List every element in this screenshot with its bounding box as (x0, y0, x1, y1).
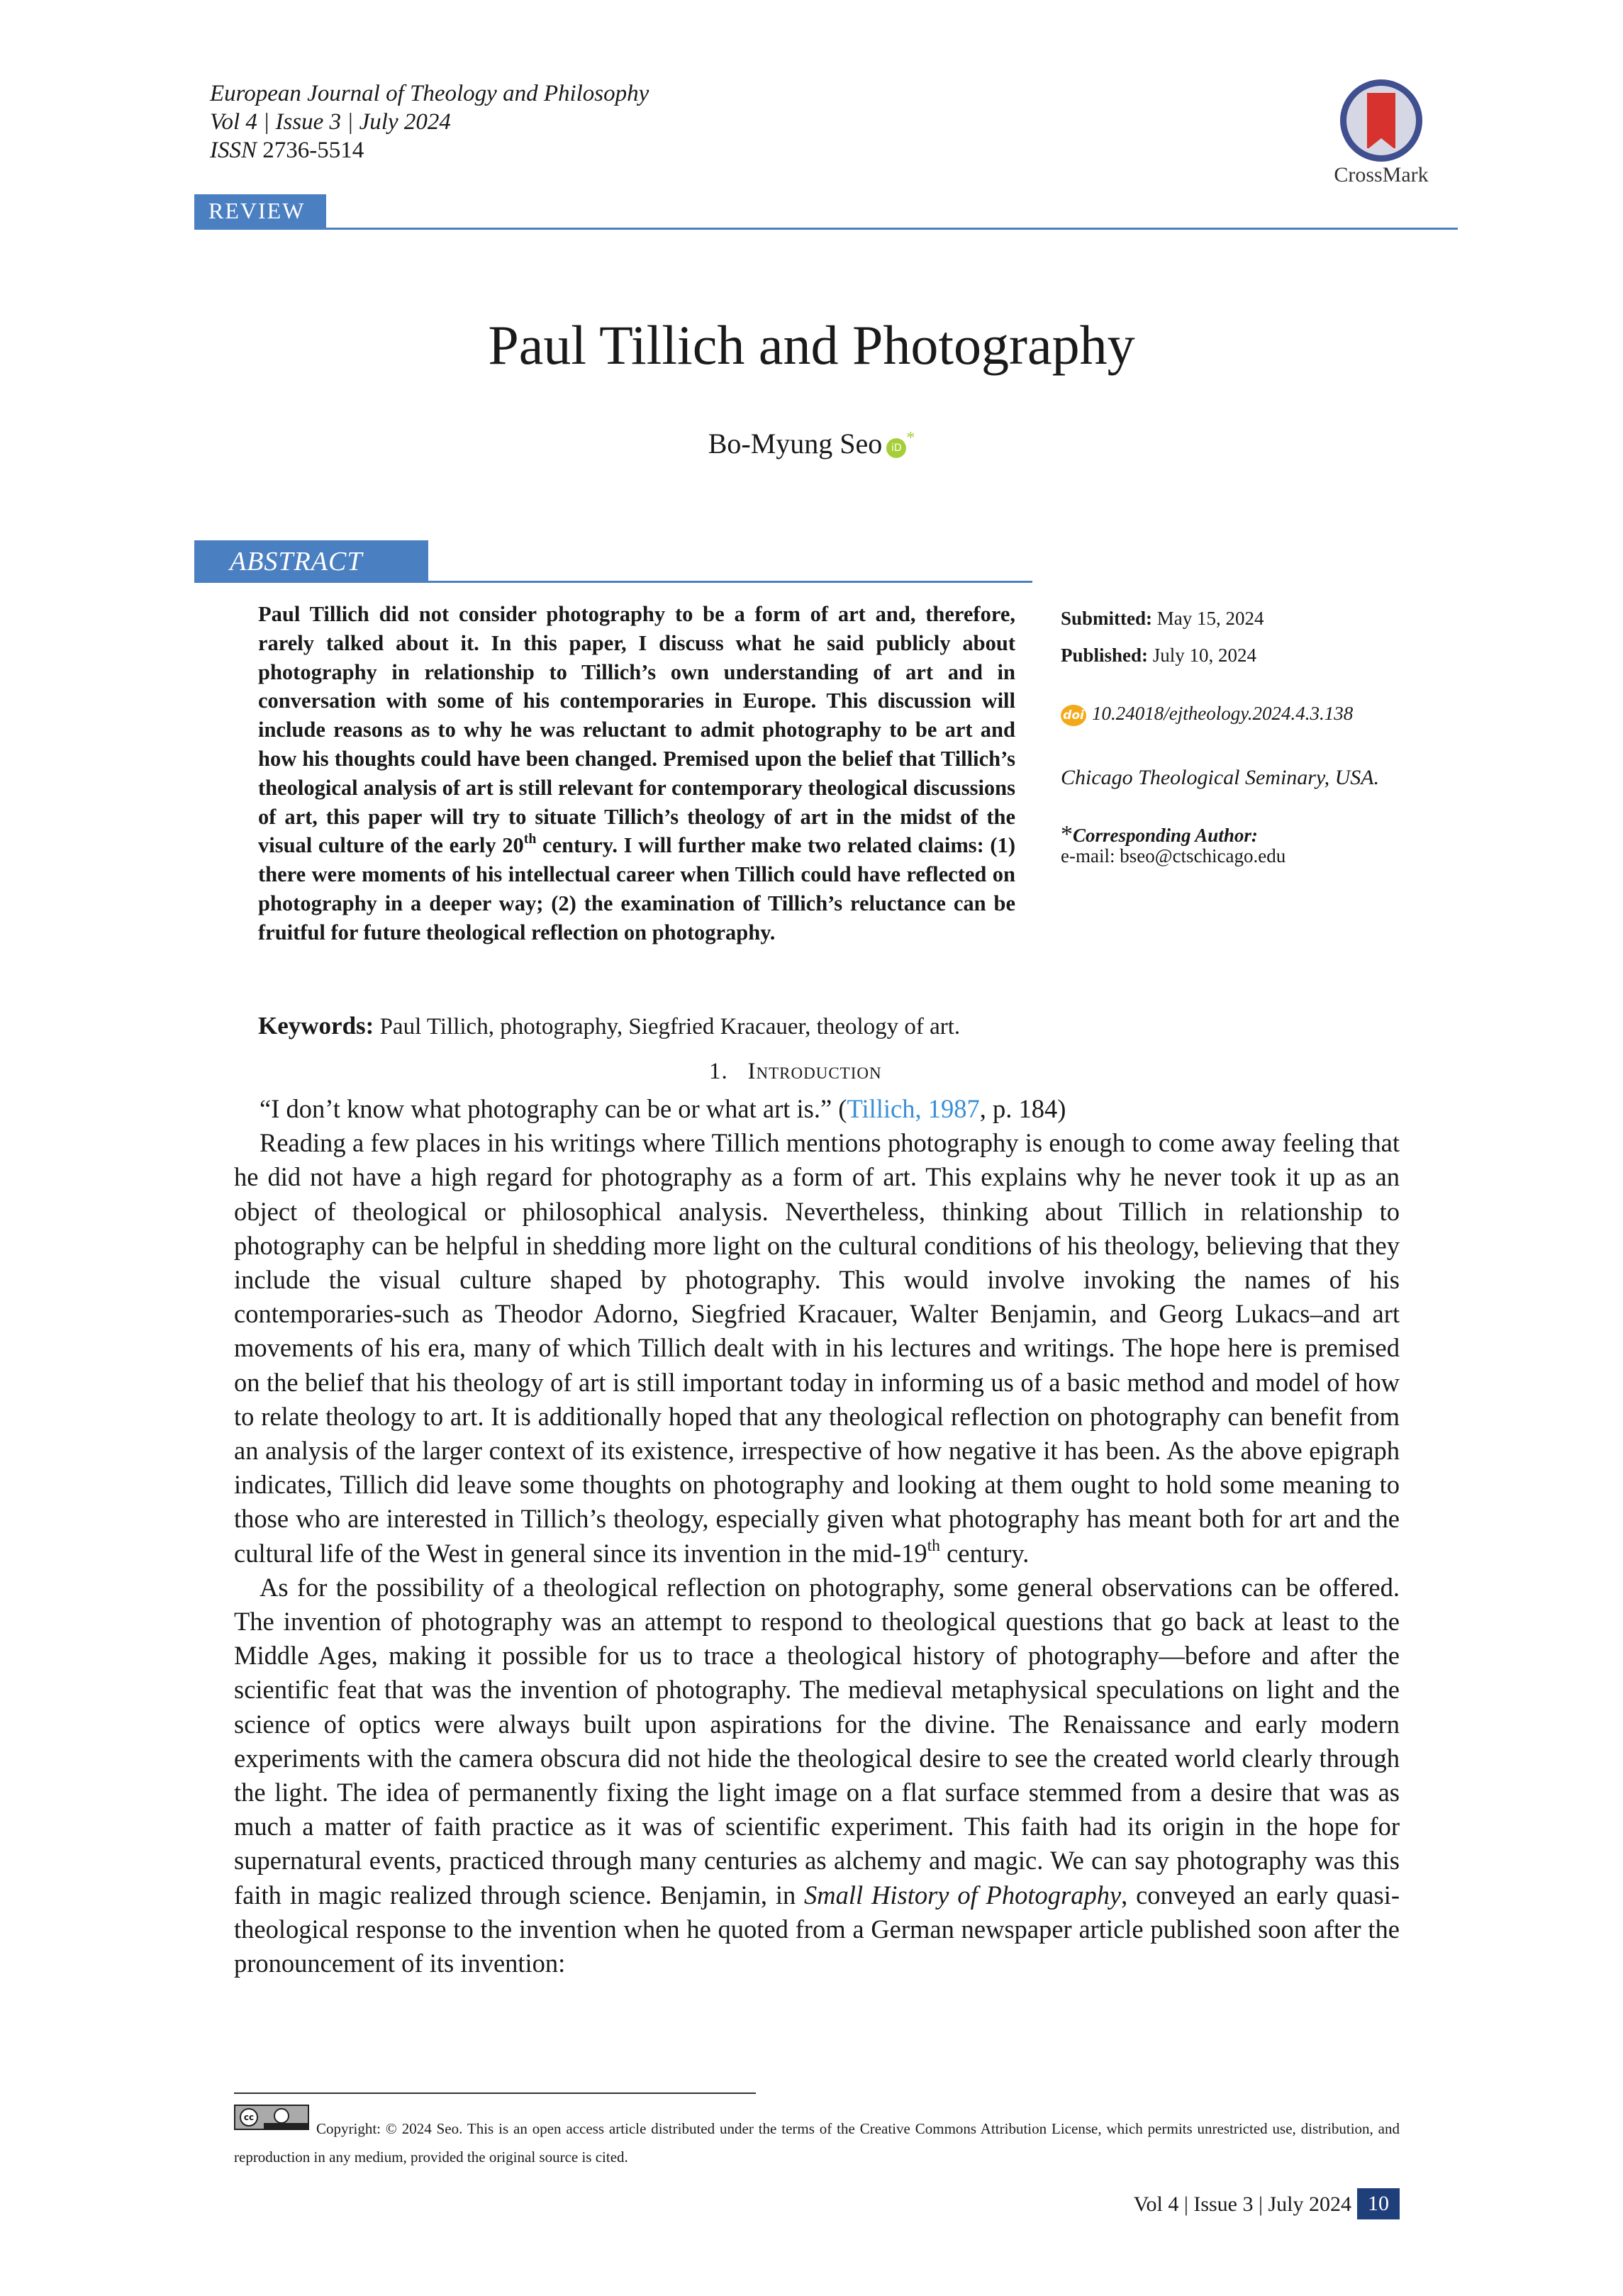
corresponding-marker: * (906, 429, 915, 447)
journal-issue-line: Vol 4 | Issue 3 | July 2024 (210, 109, 451, 135)
paper-title: Paul Tillich and Photography (488, 314, 1135, 376)
crossmark-badge[interactable] (1324, 79, 1438, 193)
corresponding-author (1061, 823, 1429, 868)
paragraph-1-part-2: century. (940, 1538, 1030, 1568)
cc-icon: cc (240, 2108, 258, 2127)
abstract-text-part-2: century. I will further make two related claims: (1) there were moments of his intellectual career when Tillich could have reflected on photography in a deeper way; (2) the examination of Tillich’s reluctance can be fruitful for future theological reflection on photography. (258, 833, 1016, 944)
author-name: Bo-Myung Seo (708, 428, 883, 459)
paragraph-2-italic-title: Small History of Photography (804, 1880, 1122, 1910)
journal-header (210, 79, 649, 165)
affiliation: Chicago Theological Seminary, USA. (1061, 766, 1380, 789)
section-heading (0, 1057, 1623, 1086)
issn-value: 2736-5514 (262, 138, 364, 163)
doi-icon: doi (1061, 705, 1086, 726)
submitted-value: May 15, 2024 (1156, 608, 1264, 629)
abstract-superscript: th (523, 831, 537, 847)
issn-label: ISSN (210, 138, 257, 163)
submitted-label: Submitted: (1061, 608, 1153, 629)
doi-link[interactable]: 10.24018/ejtheology.2024.4.3.138 (1092, 703, 1354, 724)
article-type-tag: REVIEW (194, 194, 326, 228)
epigraph-quote: “I don’t know what photography can be or what art is.” ( (260, 1094, 847, 1123)
crossmark-ribbon-notch (1367, 138, 1395, 150)
footnote-divider (234, 2092, 756, 2094)
published-date (1061, 644, 1429, 667)
keywords (258, 1011, 1038, 1042)
paragraph-1-superscript: th (927, 1537, 941, 1556)
orcid-icon[interactable]: iD (886, 438, 906, 458)
crossmark-label: CrossMark (1334, 163, 1429, 186)
paragraph-1-part-1: Reading a few places in his writings where Tillich mentions photography is enough to come away feeling that he did not have a high regard for photography as a form of art. This explains why he never took it up as an object of theological or philosophical analysis. Nevertheless, thinking about Tillich in relationship to photography can be helpful in shedding more light on the cultural conditions of his theology, believing that they include the visual culture shaped by photography. This would involve invoking the names of his contemporaries-such as Theodor Adorno, Siegfried Kracauer, Walter Benjamin, and Georg Lukacs–and art movements of his era, many of which Tillich dealt with in his lectures and writings. The hope here is premised on the belief that his theology of art is still important today in informing us of a basic method and model of how to relate theology to art. It is additionally hoped that any theological reflection on photography can benefit from an analysis of the larger context of its existence, irrespective of how negative it has been. As the above epigraph indicates, Tillich did leave some thoughts on photography and looking at them ought to hold some meaning to those who are interested in Tillich’s theology, especially given what photography has meant both for art and the cultural life of the West in general since its invention in the mid-19 (234, 1128, 1400, 1568)
footer-issue-line: Vol 4 | Issue 3 | July 2024 (1133, 2192, 1351, 2216)
keywords-value: Paul Tillich, photography, Siegfried Kracauer, theology of art. (374, 1014, 961, 1040)
page-number: 10 (1357, 2188, 1400, 2219)
published-value: July 10, 2024 (1152, 645, 1257, 666)
section-number: 1. (709, 1059, 728, 1084)
body-text (234, 1092, 1400, 1980)
published-label: Published: (1061, 645, 1149, 666)
citation-link[interactable]: Tillich, 1987 (847, 1094, 980, 1123)
corresponding-email[interactable]: e-mail: bseo@ctschicago.edu (1061, 845, 1286, 866)
journal-name: European Journal of Theology and Philosophy (210, 81, 649, 106)
submitted-date (1061, 607, 1429, 630)
corresponding-label: Corresponding Author: (1073, 825, 1258, 846)
abstract-text (258, 600, 1015, 947)
paragraph-2-part-1: As for the possibility of a theological reflection on photography, some general observations can be offered. The invention of photography was an attempt to respond to theological questions that go back at least to the Middle Ages, making it possible for us to trace a theological history of photography—before and after the scientific feat that was the invention of photography. The medieval metaphysical speculations on light and the science of optics were always built upon aspirations for the divine. The Renaissance and early modern experiments with the camera obscura did not hide the theological desire to see the created world clearly through the light. The idea of permanently fixing the light image on a flat surface stemmed from a desire that was as much a matter of faith practice as it was of scientific experiment. This faith had its origin in the hope for supernatural events, practiced through many centuries as alchemy and magic. We can say photography was this faith in magic realized through science. Benjamin, in (234, 1572, 1400, 1910)
copyright-notice: Copyright: © 2024 Seo. This is an open access article distributed under the terms of the Creative Commons Attribution License, which permits unrestricted use, distribution, and reproduction in any medium, provided the original source is cited. (234, 2120, 1400, 2166)
header-divider (194, 228, 1458, 230)
epigraph (234, 1092, 1400, 1126)
doi-line (1061, 702, 1429, 726)
paragraph-1 (234, 1126, 1400, 1571)
corresponding-asterisk: * (1061, 821, 1073, 847)
paragraph-2-part-2: , conveyed an early quasi-theological response to the invention when he quoted from a German newspaper article published soon after the pronouncement of its invention: (234, 1880, 1400, 1978)
abstract-divider (194, 581, 1032, 583)
crossmark-icon (1340, 79, 1422, 162)
journal-issn (210, 136, 649, 165)
keywords-label: Keywords: (258, 1012, 374, 1040)
paragraph-2 (234, 1571, 1400, 1980)
abstract-heading: ABSTRACT (194, 540, 428, 581)
author-line (0, 427, 1623, 460)
abstract-text-part-1: Paul Tillich did not consider photography to be a form of art and, therefore, rarely talked about it. In this paper, I discuss what he said publicly about photography in relationship to Tillich’s own understanding of art and in conversation with some of his contemporaries in Europe. This discussion will include reasons as to why he was reluctant to admit photography to be art and how his thoughts could have been changed. Premised upon the belief that Tillich’s theological analysis of art is still relevant for contemporary theological discussions of art, this paper will try to situate Tillich’s theology of art in the midst of the visual culture of the early 20 (258, 602, 1015, 858)
epigraph-tail: , p. 184) (979, 1094, 1066, 1123)
section-title: Introduction (747, 1059, 882, 1084)
